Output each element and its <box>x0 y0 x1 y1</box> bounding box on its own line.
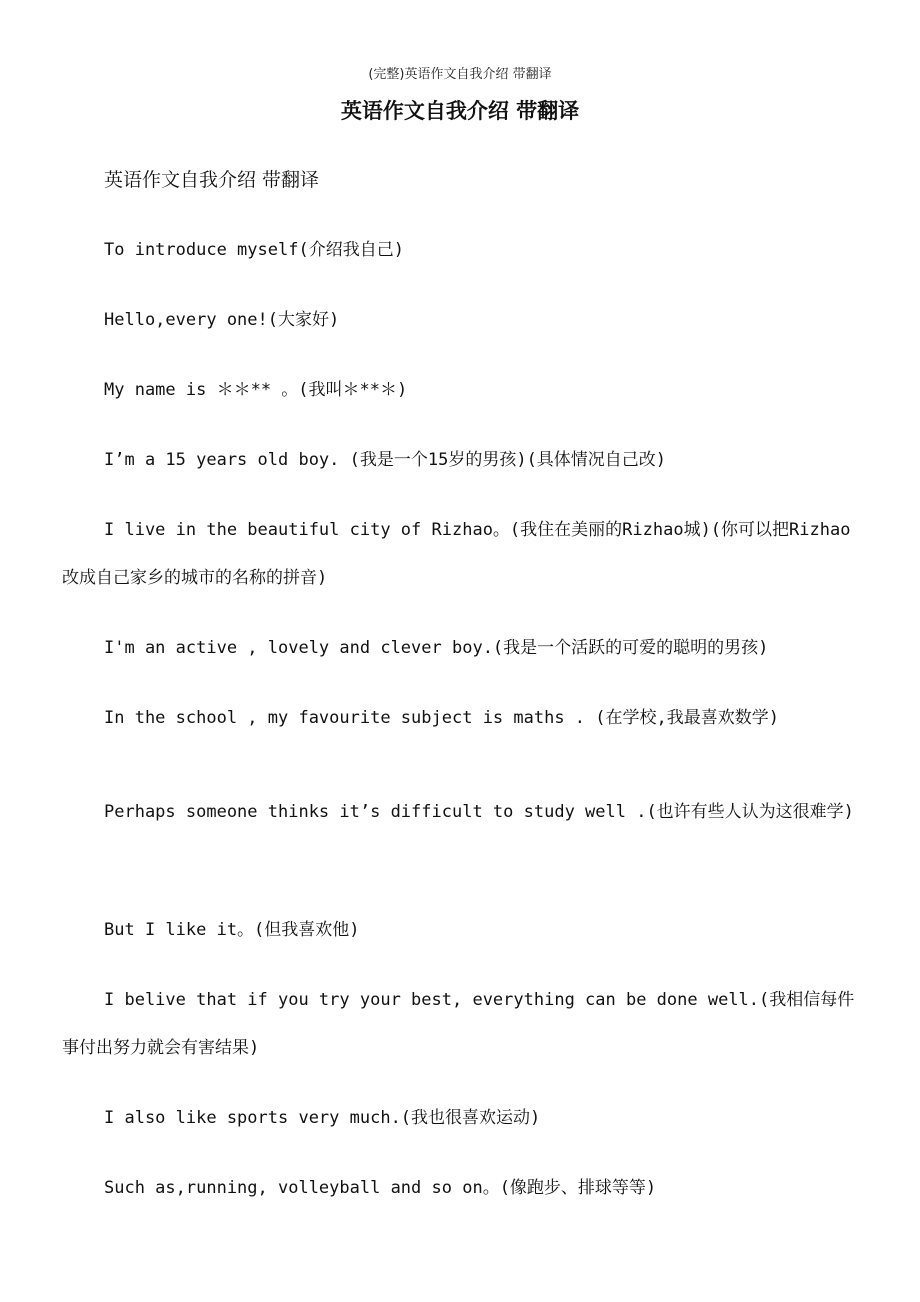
document-title: 英语作文自我介绍 带翻译 <box>340 99 580 123</box>
paragraph-difficult: Perhaps someone thinks it’s difficult to study well .(也许有些人认为这很难学) <box>104 802 854 822</box>
paragraph-city: I live in the beautiful city of Rizhao。(我住在美丽的Rizhao城)(你可以把Rizhao改成自己家乡的城市的名称的拼音) <box>62 520 851 588</box>
paragraph-like-it: But I like it。(但我喜欢他) <box>104 920 360 940</box>
running-header: (完整)英语作文自我介绍 带翻译 <box>368 67 552 82</box>
paragraph-subtitle: 英语作文自我介绍 带翻译 <box>104 169 320 191</box>
paragraph-hello: Hello,every one!(大家好) <box>104 310 340 330</box>
paragraph-name: My name is ＊＊** 。(我叫＊**＊) <box>104 380 408 400</box>
paragraph-personality: I'm an active , lovely and clever boy.(我是一个活跃的可爱的聪明的男孩) <box>104 638 769 658</box>
paragraph-belief: I belive that if you try your best, everything can be done well.(我相信每件事付出努力就会有害结果) <box>62 990 855 1058</box>
paragraph-examples: Such as,running, volleyball and so on。(像跑步、排球等等) <box>104 1178 657 1198</box>
paragraph-introduce: To introduce myself(介绍我自己) <box>104 240 404 260</box>
paragraph-age: I’m a 15 years old boy. (我是一个15岁的男孩)(具体情况自己改) <box>104 450 667 470</box>
paragraph-sports: I also like sports very much.(我也很喜欢运动) <box>104 1108 541 1128</box>
paragraph-subject: In the school , my favourite subject is maths . (在学校,我最喜欢数学) <box>104 708 779 728</box>
